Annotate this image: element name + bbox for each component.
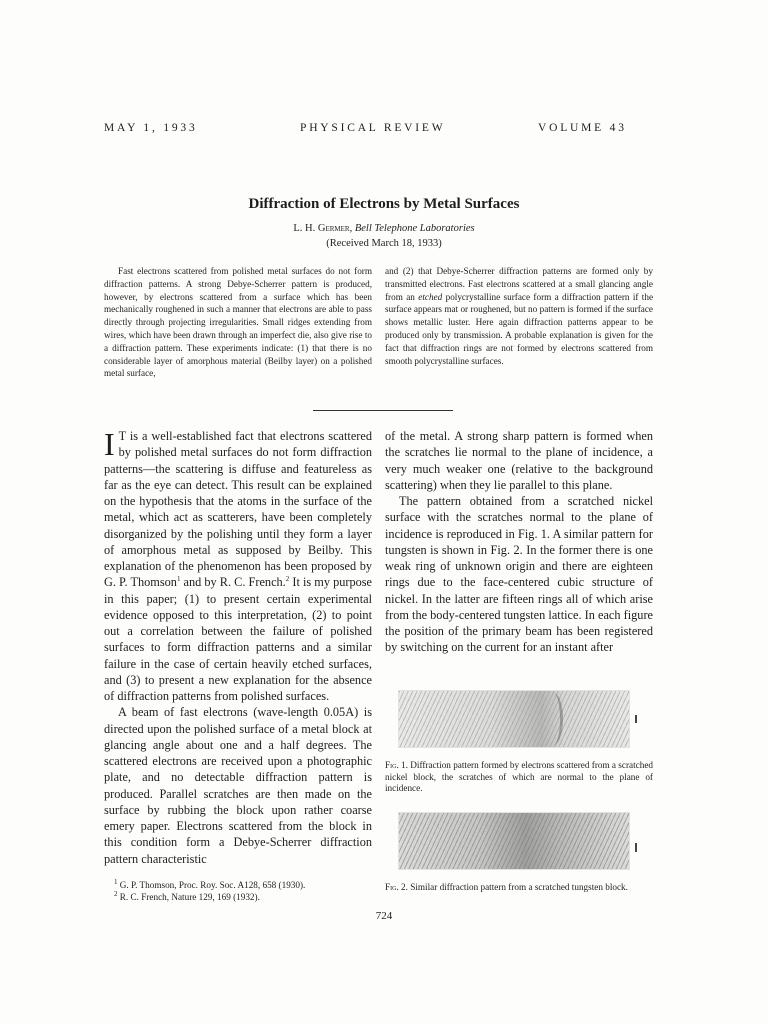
body-paragraph-1-text-b: and by R. C. French. (180, 575, 286, 590)
figure-1-diffraction-image (398, 690, 630, 748)
abstract-right-column (385, 265, 653, 367)
footnote-1-text: G. P. Thomson, Proc. Roy. Soc. A128, 658 (1930). (119, 880, 306, 890)
body-paragraph-2: A beam of fast electrons (wave-length 0.05A) is directed upon the polished surface of a metal block at glancing angle about one and a half degrees. The scattered electrons are received upon a photographic plate, and no detectable diffraction pattern is produced. Parallel scratches are then made on the surface by rubbing the block upon rather coarse emery paper. Electrons scattered from the block in this condition form a Debye-Scherrer diffraction pattern characteristic (104, 705, 372, 866)
body-paragraph-1-text-c: It is my purpose in this paper; (1) to present certain experimental evidence opposed to this interpretation, (2) to point out a correlation between the failure of polished surfaces to form diffraction patterns and a similar failure in the case of certain heavily etched surfaces, and (3) to present a new explanation for the absence of diffraction patterns from polished surfaces. (104, 575, 372, 703)
author-name: L. H. Germer, (293, 223, 353, 234)
figure-1-caption-text: Diffraction pattern formed by electrons scattered from a scratched nickel block, the scratches of which are normal to the plane of incidence. (385, 760, 653, 793)
footnote-1-mark: 1 (114, 877, 118, 886)
author-line (0, 223, 768, 234)
footnote-1 (114, 879, 305, 891)
abstract-left-column: Fast electrons scattered from polished metal surfaces do not form diffraction patterns. A strong Debye-Scherrer pattern is produced, however, by electrons scattered from a surface which has been mechanically roughened in such a manner that electrons are able to pass directly through projecting irregularities. Small ridges extending from wires, which have been drawn through an imperfect die, also give rise to a diffraction pattern. These experiments indicate: (1) that there is no considerable layer of amorphous material (Beilby layer) on a polished metal surface, (104, 266, 372, 379)
abstract-right-text-2: polycrystalline surface form a diffraction pattern if the surface appears mat or roughened, but no pattern is formed if the surface shows metallic luster. Here again diffraction patterns appear to be produced only by transmission. A probable explanation is given for the fact that diffraction rings are not formed by electrons scattered from smooth polycrystalline surfaces. (385, 291, 654, 366)
figure-1-diffraction-ring (544, 693, 563, 745)
body-left-column (104, 428, 372, 867)
figure-2-label: Fig. 2. (385, 882, 408, 892)
footnote-2 (114, 891, 260, 903)
figure-2-caption-text: Similar diffraction pattern from a scratched tungsten block. (410, 882, 628, 892)
footnote-ref-1: 1 (176, 575, 181, 584)
author-affiliation: Bell Telephone Laboratories (354, 223, 475, 234)
body-paragraph-1-text-a: T is a well-established fact that electrons scattered by polished metal surfaces do not form diffraction patterns—the scattering is diffuse and featureless as far as the eye can detect. This result can be explained on the hypothesis that the atoms in the surface of the metal, which act as scatterers, have been completely disorganized by the polishing until they form a layer of amorphous metal as supposed by Beilby. This explanation of the phenomenon has been proposed by G. P. Thomson (104, 429, 372, 590)
footnote-2-text: R. C. French, Nature 129, 169 (1932). (119, 892, 260, 902)
page-number: 724 (375, 910, 393, 922)
figure-1-primary-beam-spot (635, 715, 637, 723)
figure-1-label: Fig. 1. (385, 760, 408, 770)
drop-cap: I (104, 426, 115, 462)
footnote-2-mark: 2 (114, 889, 118, 898)
body-right-column (385, 428, 653, 656)
body-paragraph-1 (104, 428, 372, 704)
running-head-volume: VOLUME 43 (538, 122, 627, 134)
figure-1-caption (385, 760, 653, 795)
running-head-date: MAY 1, 1933 (104, 122, 198, 134)
footnote-ref-2: 2 (285, 575, 290, 584)
figure-2-diffraction-image (398, 812, 630, 870)
running-head-journal: PHYSICAL REVIEW (300, 122, 446, 134)
abstract-right-text-1: and (2) that Debye-Scherrer diffraction patterns are formed only by transmitted electrons. Fast electrons scattered at a small glancing angle from an (385, 266, 653, 302)
body-paragraph-3: of the metal. A strong sharp pattern is formed when the scratches lie normal to the plane of incidence, a very much weaker one (relative to the background scattering) when they lie parallel to this plane. (385, 429, 653, 492)
figure-2-primary-beam-spot (635, 843, 637, 852)
abstract-etched-word: etched (418, 291, 443, 302)
body-paragraph-4: The pattern obtained from a scratched nickel surface with the scratches normal to the plane of incidence is reproduced in Fig. 1. A similar pattern for tungsten is shown in Fig. 2. In the former there is one weak ring of unknown origin and there are eighteen rings due to the face-centered cubic structure of nickel. In the latter are fifteen rings all of which arise from the body-centered tungsten lattice. In each figure the position of the primary beam has been registered by switching on the current for an instant after (385, 494, 653, 655)
article-title: Diffraction of Electrons by Metal Surfaces (248, 196, 520, 212)
received-date: (Received March 18, 1933) (326, 238, 442, 249)
figure-2-caption (385, 882, 653, 894)
section-divider (313, 410, 453, 411)
